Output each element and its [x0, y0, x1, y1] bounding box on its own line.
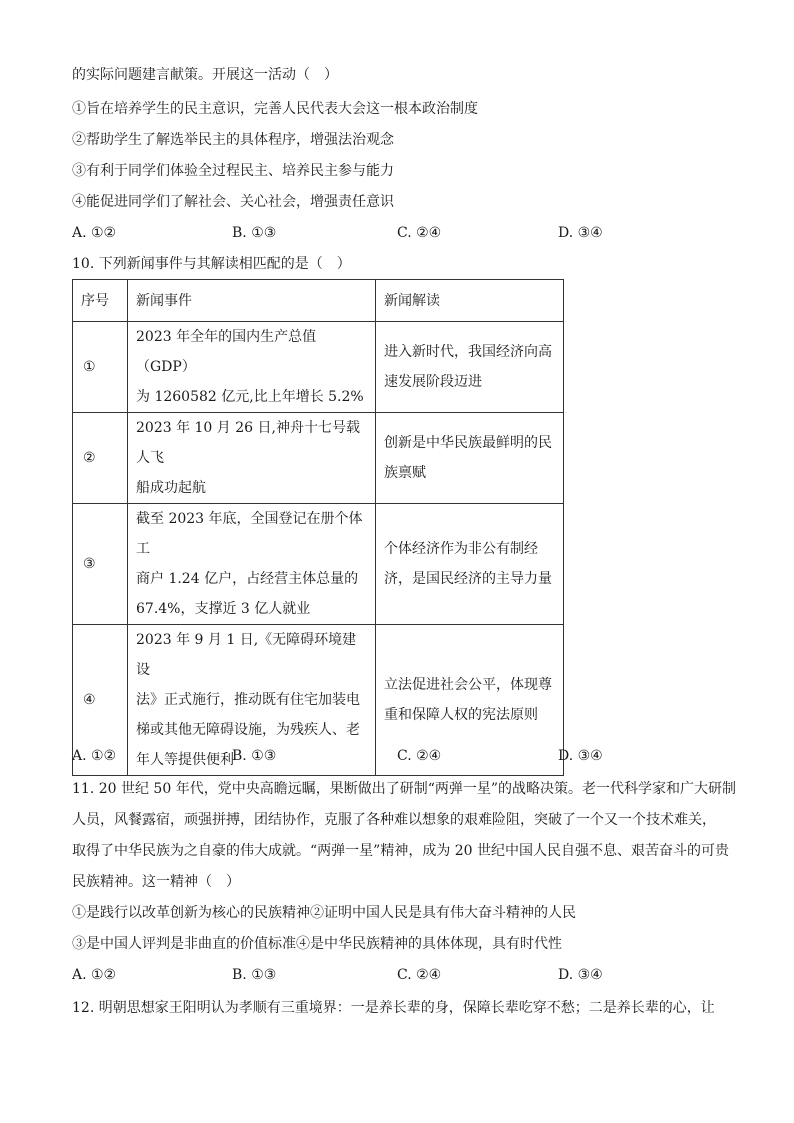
reading-line: 进入新时代，我国经济向高: [384, 344, 552, 360]
q9-option-b: B. ①③: [232, 225, 277, 241]
q11-stem-line-1: 11. 20 世纪 50 年代，党中央高瞻远瞩，果断做出了研制“两弹一星”的战略决策。老一代科学家和广大研制: [72, 781, 737, 797]
reading-line: 族禀赋: [384, 465, 426, 481]
row-number: ②: [73, 413, 128, 504]
q9-statement-3: ③有利于同学们体验全过程民主、培养民主参与能力: [72, 163, 394, 179]
q9-stem: 的实际问题建言献策。开展这一活动（ ）: [72, 67, 338, 83]
q12-stem: 12. 明朝思想家王阳明认为孝顺有三重境界：一是养长辈的身，保障长辈吃穿不愁；二是养长辈的心，让: [72, 1000, 715, 1016]
q11-option-a: A. ①②: [72, 967, 117, 983]
q9-statement-4: ④能促进同学们了解社会、关心社会，增强责任意识: [72, 194, 394, 210]
header-number: 序号: [73, 280, 128, 322]
q10-option-a: A. ①②: [72, 748, 117, 764]
event-line: 截至 2023 年底，全国登记在册个体工: [136, 511, 363, 557]
q9-statement-1: ①旨在培养学生的民主意识，完善人民代表大会这一根本政治制度: [72, 101, 478, 117]
row-event: [128, 413, 376, 504]
table-row: [73, 504, 564, 625]
row-reading: [376, 322, 564, 413]
table-row: [73, 413, 564, 504]
event-line: 船成功起航: [136, 480, 206, 496]
q9-option-a: A. ①②: [72, 225, 117, 241]
q11-option-d: D. ③④: [558, 967, 603, 983]
q11-stem-line-4: 民族精神。这一精神（ ）: [72, 874, 240, 890]
header-event: 新闻事件: [128, 280, 376, 322]
row-number: ①: [73, 322, 128, 413]
q9-option-c: C. ②④: [397, 225, 442, 241]
q10-option-c: C. ②④: [397, 748, 442, 764]
q10-options: [72, 746, 732, 766]
q10-option-d: D. ③④: [558, 748, 603, 764]
event-line: 2023 年 10 月 26 日,神舟十七号载人飞: [136, 420, 360, 466]
row-event: [128, 322, 376, 413]
q11-statements-1: ①是践行以改革创新为核心的民族精神②证明中国人民是具有伟大奋斗精神的人民: [72, 905, 576, 921]
q10-option-b: B. ①③: [232, 748, 277, 764]
event-line: 2023 年全年的国内生产总值（GDP）: [136, 329, 317, 375]
row-reading: [376, 413, 564, 504]
reading-line: 个体经济作为非公有制经: [384, 541, 538, 557]
q10-stem: 10. 下列新闻事件与其解读相匹配的是（ ）: [72, 256, 351, 272]
reading-line: 重和保障人权的宪法原则: [384, 707, 538, 723]
q9-option-d: D. ③④: [558, 225, 603, 241]
event-line: 法》正式施行，推动既有住宅加装电: [136, 692, 360, 708]
event-line: 商户 1.24 亿户，占经营主体总量的: [136, 571, 359, 587]
q11-statements-2: ③是中国人评判是非曲直的价值标准④是中华民族精神的具体体现，具有时代性: [72, 936, 562, 952]
q11-option-b: B. ①③: [232, 967, 277, 983]
reading-line: 速发展阶段迈进: [384, 374, 482, 390]
q9-options: [72, 223, 732, 243]
row-event: [128, 504, 376, 625]
event-line: 为 1260582 亿元,比上年增长 5.2%: [136, 389, 364, 405]
table-row: [73, 322, 564, 413]
q11-stem-line-2: 人员，风餐露宿，顽强拼搏，团结协作，克服了各种难以想象的艰难险阻，突破了一个又一个技术难关，: [72, 812, 716, 828]
row-reading: [376, 504, 564, 625]
q11-stem-line-3: 取得了中华民族为之自豪的伟大成就。“两弹一星”精神，成为 20 世纪中国人民自强不息、艰苦奋斗的可贵: [72, 843, 730, 859]
reading-line: 济，是国民经济的主导力量: [384, 571, 552, 587]
table-header-row: [73, 280, 564, 322]
row-number: ③: [73, 504, 128, 625]
news-table: [72, 279, 564, 776]
event-line: 年人等提供便利: [136, 752, 234, 768]
event-line: 梯或其他无障碍设施，为残疾人、老: [136, 722, 360, 738]
event-line: 2023 年 9 月 1 日,《无障碍环境建设: [136, 632, 357, 678]
q9-statement-2: ②帮助学生了解选举民主的具体程序，增强法治观念: [72, 132, 394, 148]
reading-line: 立法促进社会公平，体现尊: [384, 677, 552, 693]
q11-option-c: C. ②④: [397, 967, 442, 983]
event-line: 67.4%，支撑近 3 亿人就业: [136, 601, 311, 617]
row-number: ④: [73, 625, 128, 776]
reading-line: 创新是中华民族最鲜明的民: [384, 435, 552, 451]
q11-options: [72, 965, 732, 985]
header-reading: 新闻解读: [376, 280, 564, 322]
